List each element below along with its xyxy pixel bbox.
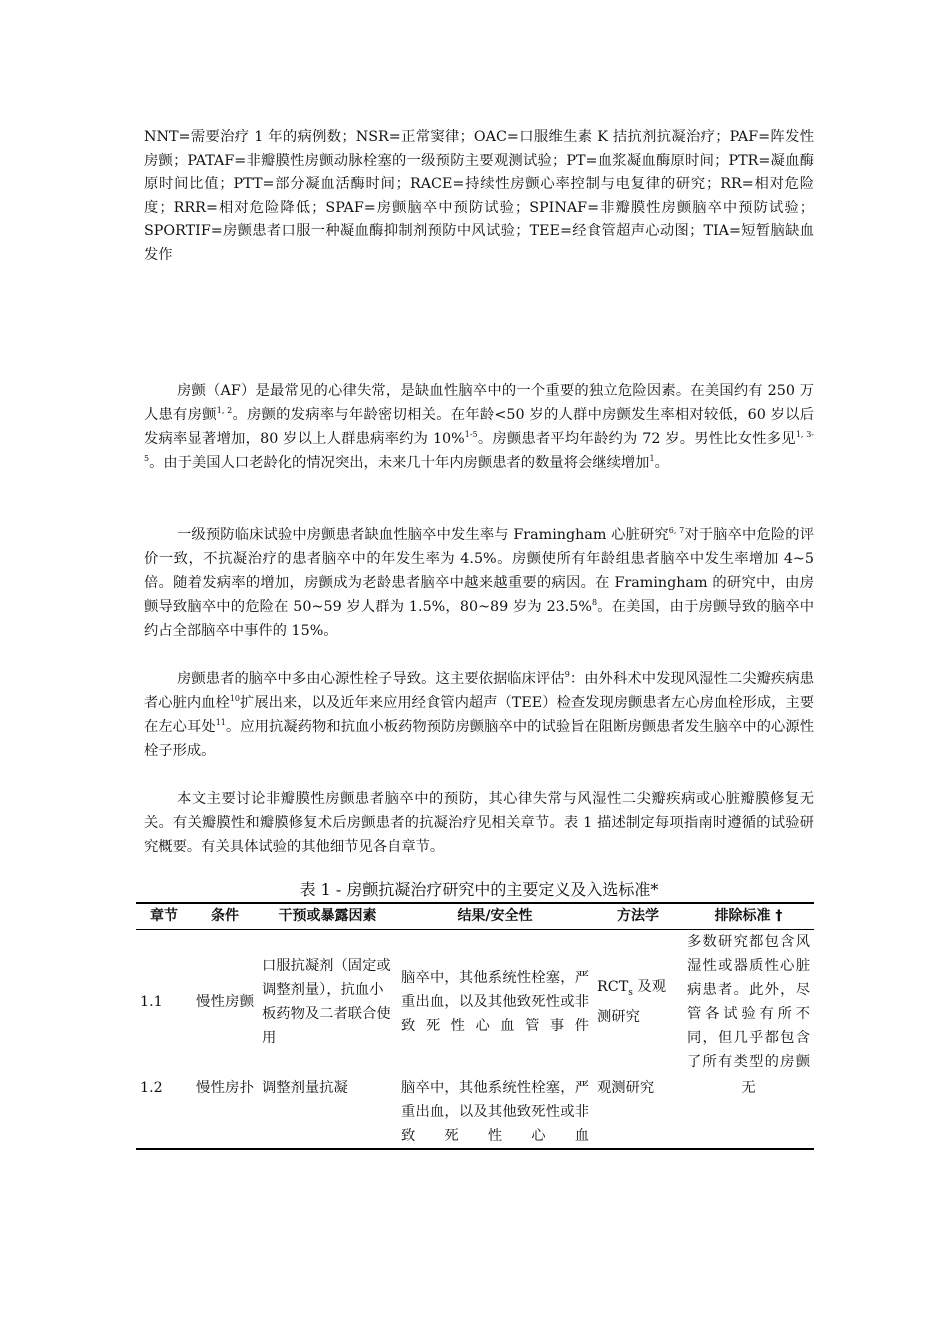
- paragraph-af-overview: [144, 379, 814, 475]
- citation-ref: 6, 7: [668, 526, 685, 536]
- text-run: 房颤（AF）是最常见的心律失常，是缺血性脑卒中的一个重要的独立危险因素。在美国约有 250 万人患有房颤: [144, 383, 814, 423]
- citation-ref: 1: [649, 454, 655, 464]
- cell-condition: 慢性房颤: [196, 994, 254, 1010]
- text-run: 。房颤患者平均年龄约为 72 岁。男性比女性多见: [477, 431, 796, 447]
- header-intervention: 干预或暴露因素: [258, 903, 397, 930]
- definitions-table: [136, 902, 814, 1150]
- citation-ref: 10: [229, 694, 241, 704]
- citation-ref: 11: [215, 718, 226, 728]
- table-caption: 表 1 - 房颤抗凝治疗研究中的主要定义及入选标准*: [299, 880, 659, 899]
- cell-condition: 慢性房扑: [192, 1074, 258, 1149]
- text-run: 。房颤的发病率与年龄密切相关。在年龄<50 岁的人群中房颤发生率相对较低，60 岁以后发病率显著增加，80 岁以上人群患病率约为 10%: [144, 407, 815, 447]
- text-run: 一级预防临床试验中房颤患者缺血性脑卒中发生率与 Framingham 心脏研究: [177, 527, 669, 543]
- text-run: 对于脑卒中危险的评价一致，不抗凝治疗的患者脑卒中的年发生率为 4.5%。房颤使所有年龄组患者脑卒中发生率增加 4~5 倍。随着发病率的增加，房颤成为老龄患者脑卒中越来越重要的病因。在 Framingham 的研究中，由房颤导致脑卒中的危险在 50~59 岁人群为 1.5%，80~89 岁为 23.5%: [144, 527, 815, 615]
- citation-ref: 9: [564, 670, 570, 680]
- cell-method: 观测研究: [593, 1074, 683, 1149]
- header-exclusion: 排除标准 †: [683, 903, 814, 930]
- table-row: [136, 930, 814, 1075]
- header-method: 方法学: [593, 903, 683, 930]
- text-run: 。应用抗凝药物和抗血小板药物预防房颤脑卒中的试验旨在阻断房颤患者发生脑卒中的心源性栓子形成。: [144, 719, 814, 759]
- citation-ref: 8: [592, 598, 598, 608]
- cell-outcome: 脑卒中，其他系统性栓塞，严重出血，以及其他致死性或非致死性心血: [397, 1074, 593, 1149]
- cell-method: [593, 930, 683, 1075]
- method-subscript: s: [628, 987, 633, 998]
- cell-intervention: 调整剂量抗凝: [258, 1074, 397, 1149]
- text-run: 。由于美国人口老龄化的情况突出，未来几十年内房颤患者的数量将会继续增加: [149, 455, 650, 471]
- cell-section: 1.1: [140, 994, 163, 1010]
- method-text: RCT: [597, 979, 629, 996]
- paragraph-embolism-source: [144, 667, 814, 763]
- cell-intervention: 口服抗凝剂（固定或调整剂量），抗血小板药物及二者联合使用: [262, 958, 391, 1046]
- abbreviation-list: NNT=需要治疗 1 年的病例数；NSR=正常窦律；OAC=口服维生素 K 拮抗剂抗凝治疗；PAF=阵发性房颤；PATAF=非瓣膜性房颤动脉栓塞的一级预防主要观测试验；PT=血浆凝血酶原时间；PTR=凝血酶原时间比值；PTT=部分凝血活酶时间；RACE=持续性房颤心率控制与电复律的研究；RR=相对危险度；RRR=相对危险降低；SPAF=房颤脑卒中预防试验；SPINAF=非瓣膜性房颤脑卒中预防试验；SPORTIF=房颤患者口服一种凝血酶抑制剂预防中风试验；TEE=经食管超声心动图；TIA=短暂脑缺血发作: [144, 129, 814, 263]
- table-row: [136, 1074, 814, 1149]
- paragraph-stroke-risk: [144, 523, 814, 643]
- header-outcome: 结果/安全性: [397, 903, 593, 930]
- cell-exclusion: 多数研究都包含风湿性或器质性心脏病患者。此外，尽管各试验有所不同，但几乎都包含了所有类型的房颤: [687, 934, 810, 1070]
- citation-ref: 1, 3-5: [144, 430, 815, 464]
- text-run: 房颤患者的脑卒中多由心源性栓子导致。这主要依据临床评估: [177, 671, 565, 687]
- citation-ref: 1-5: [464, 430, 478, 440]
- method-text: 及观测研究: [597, 979, 667, 1025]
- cell-section: 1.2: [136, 1074, 192, 1149]
- text-run: 。在美国，由于房颤导致的脑卒中约占全部脑卒中事件的 15%。: [144, 599, 814, 639]
- text-run: 扩展出来，以及近年来应用经食管内超声（TEE）检查发现房颤患者左心房血栓形成，主要在左心耳处: [144, 695, 814, 735]
- text-run: 。: [654, 455, 669, 471]
- cell-exclusion: 无: [683, 1074, 814, 1149]
- header-section: 章节: [136, 903, 192, 930]
- header-condition: 条件: [192, 903, 258, 930]
- citation-ref: 1, 2: [216, 406, 233, 416]
- text-run: ：由外科术中发现风湿性二尖瓣疾病患者心脏内血栓: [144, 671, 815, 711]
- table-header-row: [136, 903, 814, 930]
- cell-outcome: 脑卒中，其他系统性栓塞，严重出血，以及其他致死性或非致死性心血管事件: [401, 970, 589, 1034]
- paragraph-scope: 本文主要讨论非瓣膜性房颤患者脑卒中的预防，其心律失常与风湿性二尖瓣疾病或心脏瓣膜修复无关。有关瓣膜性和瓣膜修复术后房颤患者的抗凝治疗见相关章节。表 1 描述制定每项指南时遵循的试验研究概要。有关具体试验的其他细节见各自章节。: [144, 791, 814, 855]
